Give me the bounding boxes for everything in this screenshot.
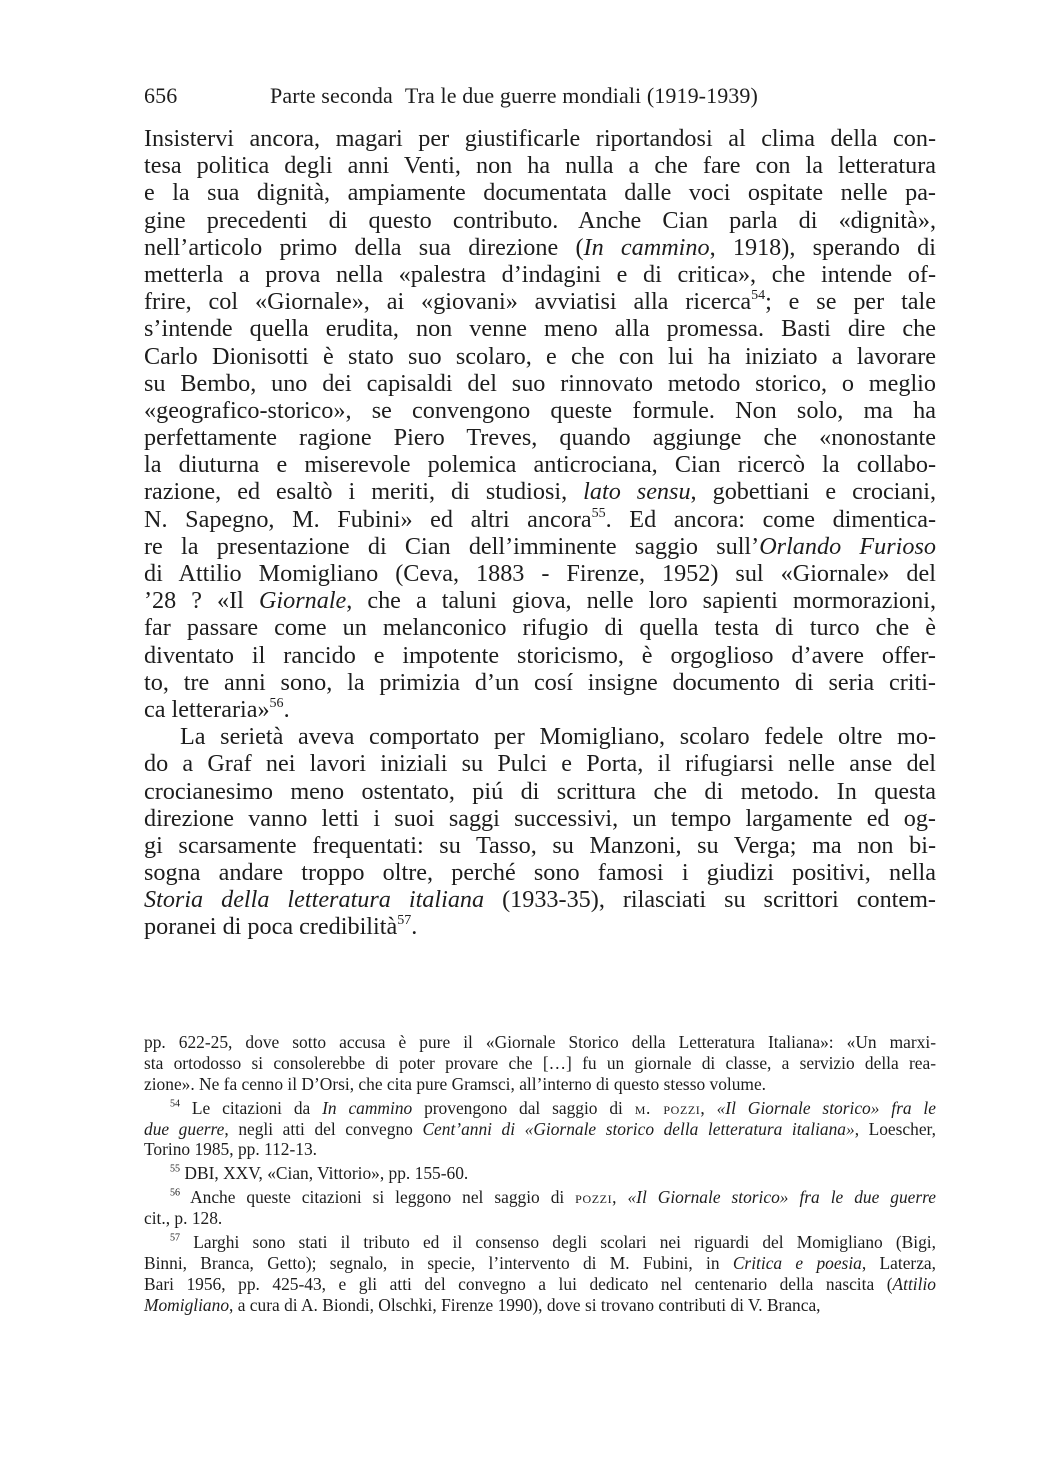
text-run: poranei di poca credibilità — [144, 913, 398, 941]
footnote-ref: 55 — [591, 504, 606, 521]
text-line — [144, 1187, 936, 1208]
running-header — [144, 82, 944, 110]
text-run: to, tre anni sono, la primizia d’un cosí insigne documento di seria criti- — [144, 668, 936, 696]
italic-text: «Il Giornale storico» fra le due guerre — [627, 1187, 936, 1208]
text-run: far passare come un melanconico rifugio di quella testa di turco che è — [144, 614, 936, 642]
text-line — [144, 506, 936, 533]
text-run: La serietà aveva comportato per Momigliano, scolaro fedele oltre mo- — [180, 723, 936, 751]
italic-text: In cammino — [583, 233, 710, 261]
text-line — [144, 778, 936, 805]
italic-text: due guerre — [144, 1118, 225, 1139]
text-run: la diuturna e miserevole polemica anticrociana, Cian ricercò la collabo- — [144, 451, 936, 479]
italic-text: «Il Giornale storico» fra le — [716, 1097, 936, 1118]
text-run: tesa politica degli anni Venti, non ha nulla a che fare con la letteratura — [144, 152, 936, 180]
footnote — [144, 1232, 936, 1316]
text-line — [144, 533, 936, 560]
text-line — [144, 1119, 936, 1140]
text-run: cit., p. 128. — [144, 1208, 223, 1229]
footnote-ref: 56 — [170, 1187, 181, 1199]
text-run: direzione vanno letti i suoi saggi successivi, un tempo largamente ed og- — [144, 804, 936, 832]
text-run: Insistervi ancora, magari per giustificarle riportandosi al clima della con- — [144, 125, 936, 152]
text-run: , — [700, 1097, 717, 1118]
footnote-ref: 54 — [751, 287, 766, 304]
text-run: , Laterza, — [861, 1252, 936, 1273]
text-run: Anche queste citazioni si leggono nel saggio di — [180, 1187, 576, 1208]
text-run: «geografico-storico», se convengono queste formule. Non solo, ma ha — [144, 396, 936, 424]
text-line — [144, 805, 936, 832]
text-run: Bari 1956, pp. 425-43, e gli atti del convegno a lui dedicato nel centenario della nascita ( — [144, 1273, 893, 1294]
footnote — [144, 1098, 936, 1161]
text-run: Le citazioni da — [180, 1097, 323, 1118]
text-run: ; e se per tale — [765, 288, 936, 316]
text-run: Binni, Branca, Getto); segnalo, in specie, l’intervento di M. Fubini, in — [144, 1252, 733, 1273]
text-line — [144, 424, 936, 451]
text-run: , 1918), sperando di — [709, 233, 936, 261]
text-line — [144, 913, 936, 940]
text-run: zione». Ne fa cenno il D’Orsi, che cita pure Gramsci, all’interno di questo stesso volume. — [144, 1073, 767, 1094]
text-line — [144, 614, 936, 641]
page-number: 656 — [144, 83, 178, 108]
text-run: ’28 ? «Il — [144, 587, 259, 615]
text-run: Torino 1985, pp. 112-13. — [144, 1139, 317, 1160]
text-line — [144, 343, 936, 370]
footnote-ref: 57 — [170, 1232, 181, 1244]
text-run: re la presentazione di Cian dell’imminente saggio sull’ — [144, 532, 760, 560]
text-line — [144, 451, 936, 478]
footnotes — [144, 1032, 936, 1316]
text-line — [144, 234, 936, 261]
text-line — [144, 288, 936, 315]
text-run: frire, col «Giornale», ai «giovani» avviatisi alla ricerca — [144, 288, 752, 316]
text-run: nell’articolo primo della sua direzione ( — [144, 233, 584, 261]
text-run: , — [612, 1187, 628, 1208]
text-line — [144, 1139, 936, 1160]
text-line — [144, 478, 936, 505]
italic-text: Cent’anni di «Giornale storico della letteratura italiana» — [422, 1118, 855, 1139]
footnote-ref: 54 — [170, 1098, 181, 1110]
italic-text: lato sensu — [583, 478, 691, 506]
author-name: pozzi — [575, 1187, 613, 1208]
italic-text: Storia della letteratura italiana — [144, 886, 485, 914]
text-line — [144, 1208, 936, 1229]
text-line — [144, 560, 936, 587]
text-line — [144, 1253, 936, 1274]
text-line — [144, 587, 936, 614]
text-line — [144, 315, 936, 342]
paragraph — [144, 125, 936, 723]
text-run: (1933-35), rilasciati su scrittori contem- — [484, 886, 936, 914]
text-run: s’intende quella erudita, non venne meno alla promessa. Basti dire che — [144, 315, 936, 343]
text-line — [144, 669, 936, 696]
text-line — [144, 1098, 936, 1119]
text-line — [144, 1074, 936, 1095]
text-run: diventato il rancido e impotente storicismo, è orgoglioso d’avere offer- — [144, 641, 936, 669]
text-run: sogna andare troppo oltre, perché sono famosi i giudizi positivi, nella — [144, 859, 936, 887]
text-run: di Attilio Momigliano (Ceva, 1883 - Firenze, 1952) sul «Giornale» del — [144, 560, 936, 587]
text-run: crocianesimo meno ostentato, piú di scrittura che di metodo. In questa — [144, 777, 936, 805]
text-run: . Ed ancora: come dimentica- — [605, 505, 936, 533]
text-line — [144, 152, 936, 179]
text-line — [144, 696, 936, 723]
footnote-ref: 55 — [170, 1164, 181, 1176]
text-line — [144, 1295, 936, 1316]
text-run: , che a taluni giova, nelle loro sapienti mormorazioni, — [346, 587, 936, 615]
text-line — [144, 859, 936, 886]
text-run: . — [411, 913, 418, 941]
footnote — [144, 1032, 936, 1095]
text-line — [144, 642, 936, 669]
text-line — [144, 1032, 936, 1053]
text-line — [144, 261, 936, 288]
section-title: Tra le due guerre mondiali (1919-1939) — [404, 83, 758, 108]
footnote — [144, 1187, 936, 1229]
italic-text: In cammino — [322, 1097, 413, 1118]
text-line — [144, 179, 936, 206]
text-run: do a Graf nei lavori iniziali su Pulci e Porta, il rifugiarsi nelle anse del — [144, 750, 936, 778]
text-line — [144, 370, 936, 397]
text-line — [144, 1232, 936, 1253]
text-run: e la sua dignità, ampiamente documentata dalle voci ospitate nelle pa- — [144, 179, 936, 207]
text-run: perfettamente ragione Piero Treves, quando aggiunge che «nonostante — [144, 424, 936, 452]
text-line — [144, 832, 936, 859]
text-line — [144, 1163, 936, 1184]
text-line — [144, 723, 936, 750]
text-run: , a cura di A. Biondi, Olschki, Firenze 1990), dove si trovano contributi di V. Branca, — [229, 1294, 821, 1315]
text-run: N. Sapegno, M. Fubini» ed altri ancora — [144, 505, 592, 533]
italic-text: Momigliano — [144, 1294, 230, 1315]
italic-text: Giornale — [258, 587, 347, 615]
footnote-ref: 56 — [269, 694, 284, 711]
text-run: Larghi sono stati il tributo ed il consenso degli scolari nei riguardi del Momigliano (Bigi, — [180, 1232, 936, 1253]
text-run: ca letteraria» — [144, 695, 270, 723]
text-run: . — [283, 695, 290, 723]
text-run: DBI, XXV, «Cian, Vittorio», pp. 155-60. — [180, 1163, 469, 1184]
text-run: pp. 622-25, dove sotto accusa è pure il «Giornale Storico della Letteratura Italiana»: «Un marxi- — [144, 1032, 936, 1052]
text-run: sta ortodosso si consolerebbe di poter provare che […] fu un giornale di classe, a servizio della rea- — [144, 1052, 936, 1073]
text-line — [144, 1053, 936, 1074]
paragraph — [144, 723, 936, 941]
text-run: , negli atti del convegno — [224, 1118, 423, 1139]
author-name: m. pozzi — [634, 1097, 701, 1118]
text-run: gi scarsamente frequentati: su Tasso, su Manzoni, su Verga; ma non bi- — [144, 831, 936, 859]
italic-text: Attilio — [892, 1273, 936, 1294]
text-line — [144, 886, 936, 913]
text-run: provengono dal saggio di — [412, 1097, 635, 1118]
body-text — [144, 125, 936, 941]
text-run: su Bembo, uno dei capisaldi del suo rinnovato metodo storico, o meglio — [144, 369, 936, 397]
italic-text: Critica e poesia — [732, 1252, 862, 1273]
footnote-ref: 57 — [397, 912, 412, 929]
footnote — [144, 1163, 936, 1184]
text-run: , Loescher, — [854, 1118, 936, 1139]
text-run: gine precedenti di questo contributo. Anche Cian parla di «dignità», — [144, 206, 936, 234]
text-line — [144, 397, 936, 424]
text-line — [144, 750, 936, 777]
text-line — [144, 125, 936, 152]
text-run: Carlo Dionisotti è stato suo scolaro, e che con lui ha iniziato a lavorare — [144, 342, 936, 370]
text-run: , gobettiani e crociani, — [690, 478, 937, 506]
text-line — [144, 1274, 936, 1295]
text-line — [144, 207, 936, 234]
part-title: Parte seconda — [270, 83, 393, 108]
text-run: razione, ed esaltò i meriti, di studiosi, — [144, 478, 584, 506]
italic-text: Orlando Furioso — [759, 532, 937, 560]
text-run: metterla a prova nella «palestra d’indagini e di critica», che intende of- — [144, 260, 936, 288]
